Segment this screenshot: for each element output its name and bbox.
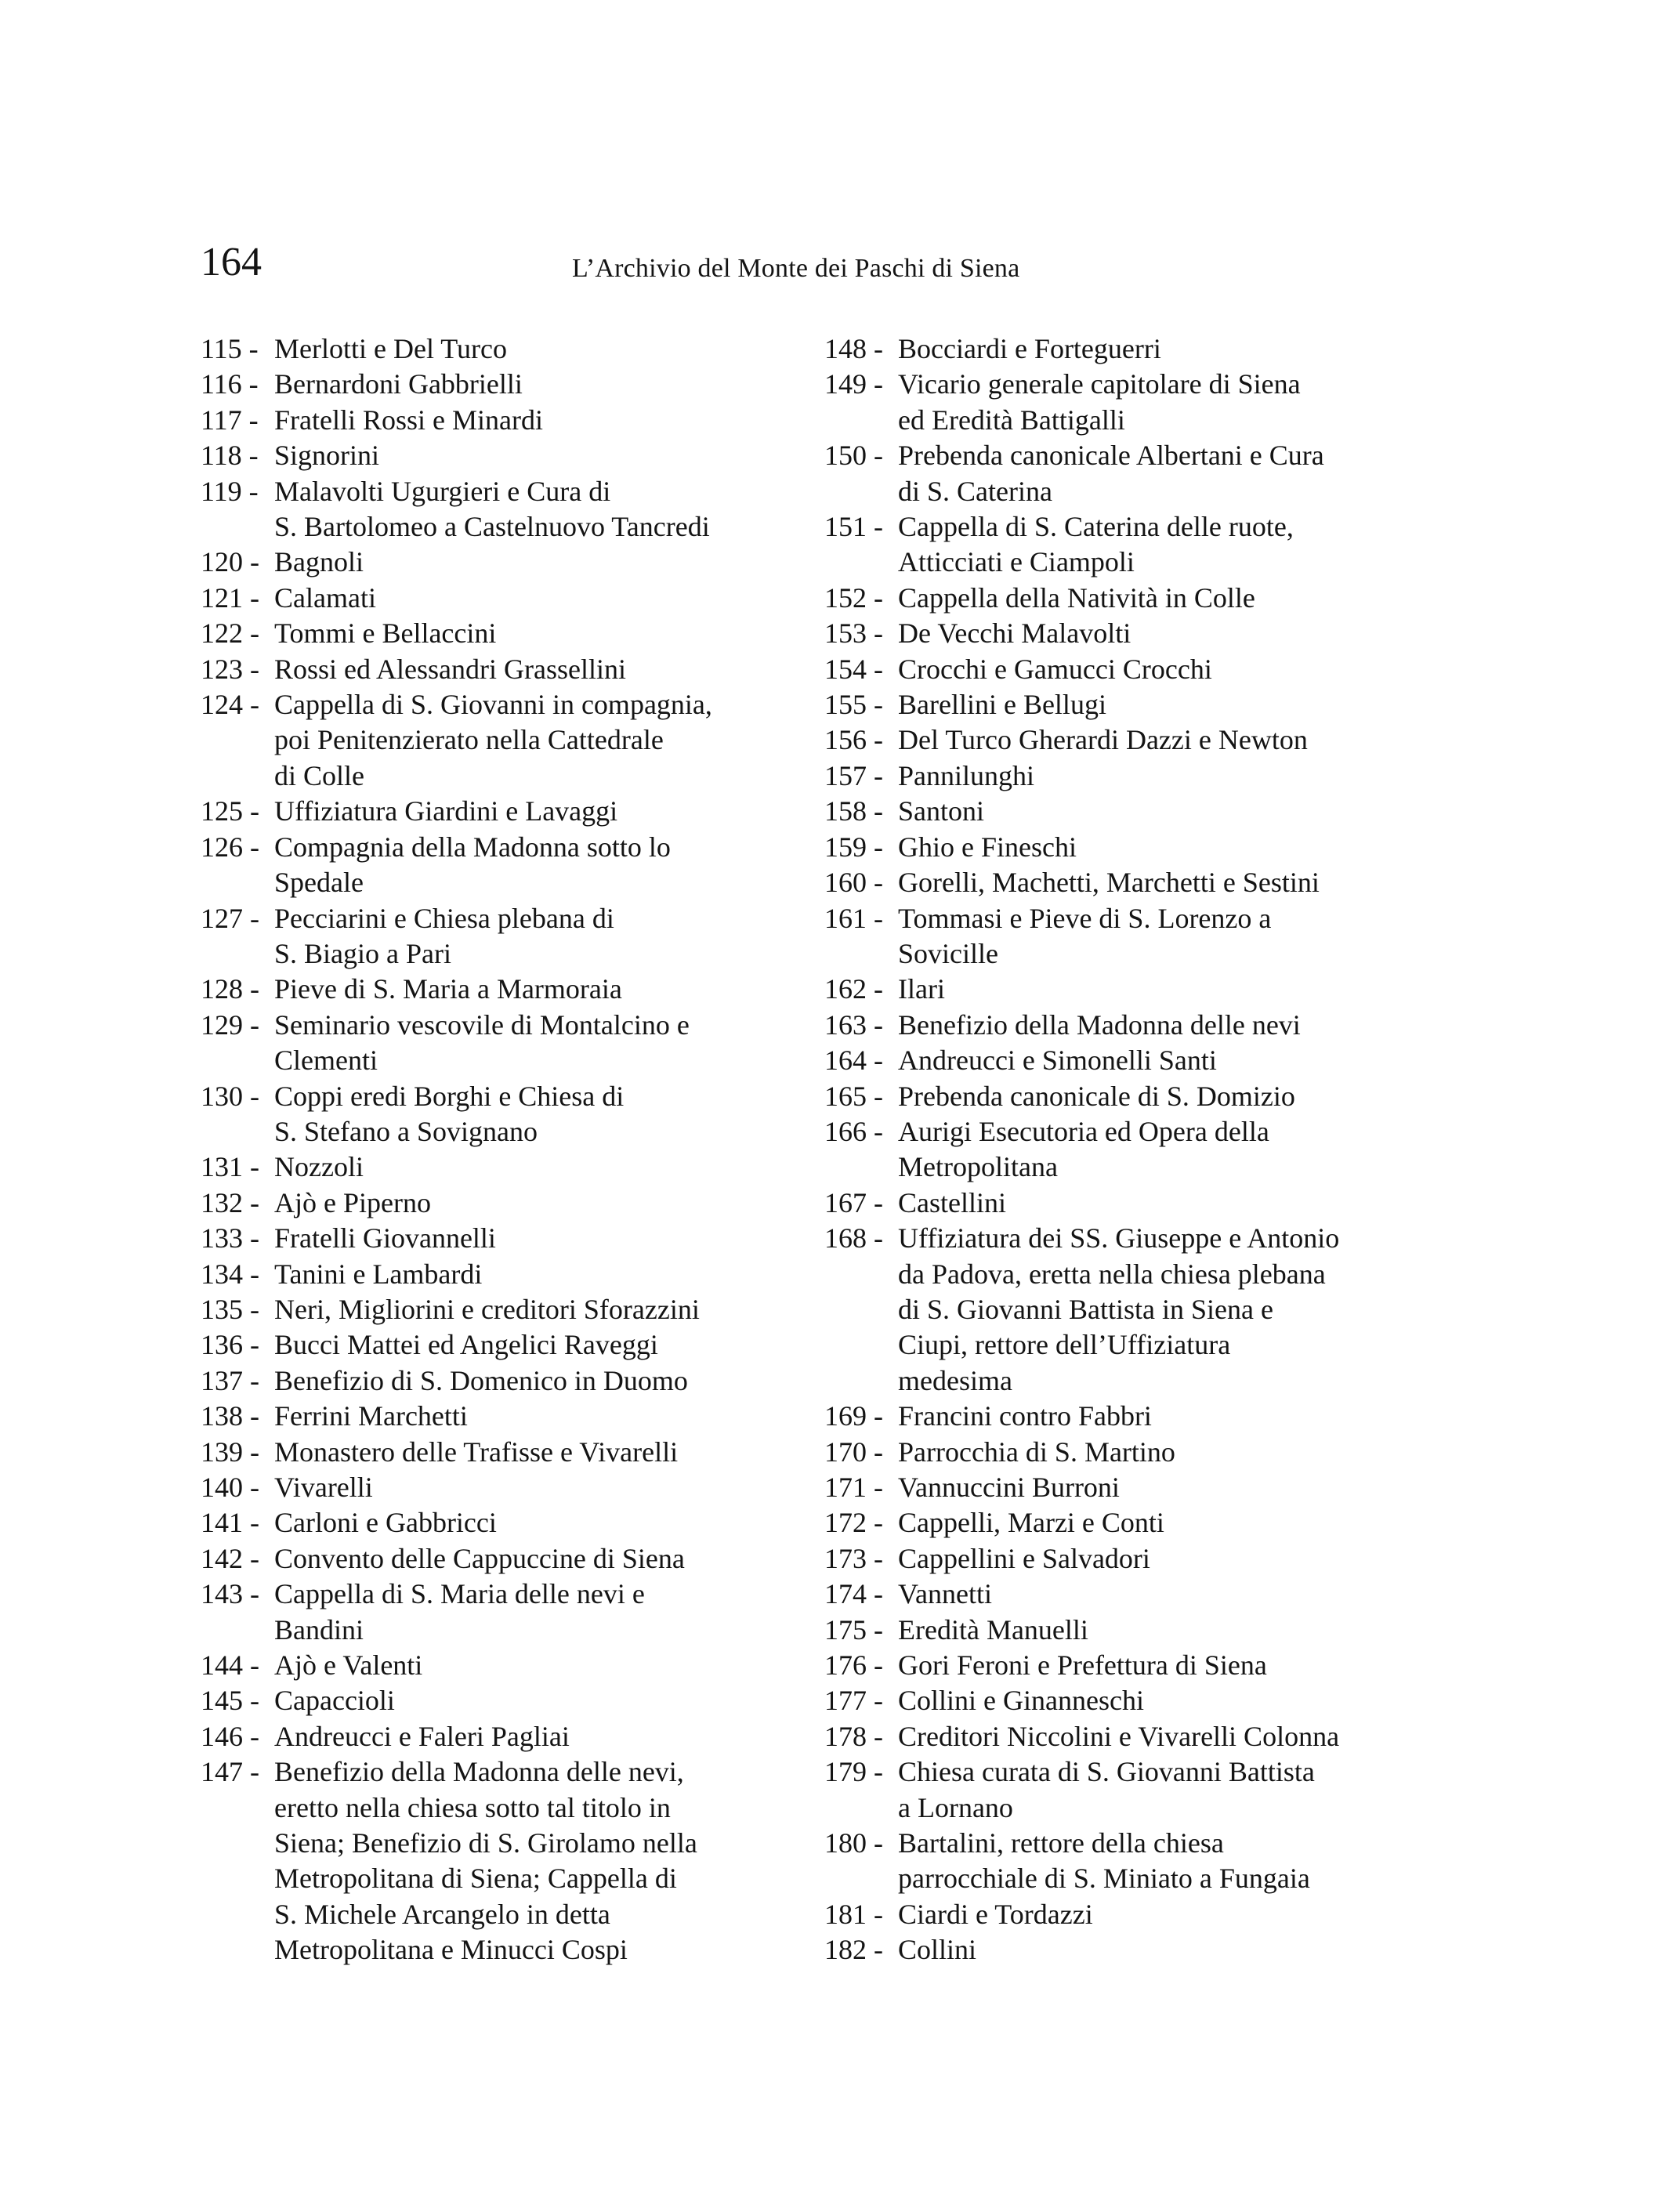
entry-number: 121 - [201,581,259,614]
entry-number: 141 - [201,1507,259,1539]
list-item [201,1149,788,1185]
entry-number: 133 - [201,1222,259,1254]
entry-number: 179 - [824,1756,883,1788]
entry-text: Collini [898,1934,977,1966]
entry-text: Aurigi Esecutoria ed Opera della Metropolitana [898,1115,1269,1183]
entry-text: Capaccioli [274,1685,395,1717]
entry-text: Cappellini e Salvadori [898,1542,1150,1574]
entry-number: 119 - [201,475,259,507]
right-column [824,331,1443,1968]
entry-text: Tommi e Bellaccini [274,617,497,650]
entry-text: Creditori Niccolini e Vivarelli Colonna [898,1720,1340,1752]
entry-number: 124 - [201,689,259,721]
entry-text: Malavolti Ugurgieri e Cura di S. Bartolomeo a Castelnuovo Tancredi [274,475,710,543]
list-item [824,1613,1443,1648]
list-item [824,581,1443,616]
entry-text: Del Turco Gherardi Dazzi e Newton [898,724,1308,756]
list-item [824,509,1443,581]
entry-text: Uffiziatura dei SS. Giuseppe e Antonio da Padova, eretta nella chiesa plebana di S. Giovanni Battista in Siena e Ciupi, rettore dell’Uffiziatura medesima [898,1222,1340,1396]
entry-text: Pieve di S. Maria a Marmoraia [274,973,622,1005]
entry-text: Tommasi e Pieve di S. Lorenzo a Sovicille [898,902,1272,969]
list-item [201,1648,788,1683]
list-item [201,1683,788,1718]
entry-text: Crocchi e Gamucci Crocchi [898,653,1212,685]
list-item [824,1683,1443,1718]
list-item [824,1008,1443,1043]
list-item [824,901,1443,972]
entry-number: 116 - [201,368,259,400]
list-item [201,972,788,1007]
entry-number: 161 - [824,902,883,934]
list-item [824,1648,1443,1683]
list-item [824,865,1443,900]
list-item [201,1577,788,1648]
entry-text: Santoni [898,795,985,827]
entry-number: 130 - [201,1080,259,1112]
entry-text: Ilari [898,973,945,1005]
entry-text: Benefizio di S. Domenico in Duomo [274,1364,688,1396]
entry-number: 165 - [824,1080,883,1112]
list-item [824,1114,1443,1186]
list-item [824,1541,1443,1577]
entry-number: 144 - [201,1649,259,1682]
entry-text: Bucci Mattei ed Angelici Raveggi [274,1329,658,1361]
list-item [824,722,1443,758]
entry-text: Andreucci e Faleri Pagliai [274,1720,570,1752]
entry-text: Tanini e Lambardi [274,1258,483,1290]
entry-text: Ajò e Piperno [274,1186,431,1218]
entry-text: Pannilunghi [898,759,1035,791]
entry-number: 177 - [824,1685,883,1717]
list-item [824,1186,1443,1221]
list-item [824,1470,1443,1505]
entry-text: Ciardi e Tordazzi [898,1898,1093,1930]
list-item [201,1079,788,1150]
running-title: L’Archivio del Monte dei Paschi di Siena [572,254,1020,283]
list-item [824,1435,1443,1470]
entry-number: 140 - [201,1472,259,1503]
list-item [201,901,788,972]
list-item [201,1221,788,1256]
list-item [201,1719,788,1754]
entry-text: Vannuccini Burroni [898,1472,1120,1503]
entry-text: De Vecchi Malavolti [898,617,1131,650]
entry-text: Prebenda canonicale Albertani e Cura di S. Caterina [898,440,1324,507]
entry-text: Francini contro Fabbri [898,1400,1152,1432]
entry-text: Merlotti e Del Turco [274,333,507,364]
entry-text: Ghio e Fineschi [898,831,1077,863]
entry-number: 151 - [824,511,883,543]
entry-text: Bartalini, rettore della chiesa parrocchiale di S. Miniato a Fungaia [898,1827,1310,1895]
entry-text: Signorini [274,440,380,472]
entry-number: 182 - [824,1934,883,1966]
list-item [824,331,1443,367]
list-item [824,1719,1443,1754]
entry-text: Andreucci e Simonelli Santi [898,1045,1217,1077]
entry-number: 163 - [824,1008,883,1041]
list-item [824,1399,1443,1434]
list-item [201,1435,788,1470]
entry-text: Pecciarini e Chiesa plebana di S. Biagio a Pari [274,902,614,969]
entry-text: Barellini e Bellugi [898,689,1106,721]
entry-number: 142 - [201,1542,259,1574]
entry-number: 153 - [824,617,883,650]
entry-text: Fratelli Rossi e Minardi [274,404,543,436]
list-item [201,1754,788,1968]
list-item [824,1897,1443,1932]
list-item [201,1186,788,1221]
entry-text: Monastero delle Trafisse e Vivarelli [274,1436,679,1468]
list-item [201,1008,788,1079]
list-item [201,616,788,651]
list-item [824,1754,1443,1826]
entry-number: 137 - [201,1364,259,1396]
entry-number: 181 - [824,1898,883,1930]
entry-number: 168 - [824,1222,883,1254]
list-item [201,581,788,616]
entry-number: 136 - [201,1329,259,1361]
entry-text: Vannetti [898,1578,992,1610]
entry-number: 169 - [824,1400,883,1432]
list-item [201,1470,788,1505]
entry-number: 128 - [201,973,259,1005]
list-item [824,1043,1443,1078]
entry-number: 164 - [824,1045,883,1077]
list-item [824,794,1443,829]
entry-number: 157 - [824,759,883,791]
entry-text: Calamati [274,581,376,614]
entry-number: 123 - [201,653,259,685]
list-item [201,1292,788,1327]
entry-number: 149 - [824,368,883,400]
entry-text: Cappella di S. Caterina delle ruote, Atticciati e Ciampoli [898,511,1294,578]
entry-text: Compagnia della Madonna sotto lo Spedale [274,831,671,899]
left-column [201,331,788,1968]
list-item [824,367,1443,438]
entry-number: 145 - [201,1685,259,1717]
list-item [201,474,788,545]
entry-text: Seminario vescovile di Montalcino e Clementi [274,1008,690,1077]
list-item [201,367,788,402]
entry-text: Ferrini Marchetti [274,1400,468,1432]
entry-text: Vivarelli [274,1472,373,1503]
entry-text: Carloni e Gabbricci [274,1507,497,1539]
entry-text: Cappella di S. Giovanni in compagnia, poi Penitenzierato nella Cattedrale di Colle [274,689,712,791]
list-item [201,830,788,901]
entry-text: Convento delle Cappuccine di Siena [274,1542,685,1574]
list-item [824,1505,1443,1541]
entry-text: Gorelli, Machetti, Marchetti e Sestini [898,867,1320,899]
entry-number: 174 - [824,1578,883,1610]
entry-text: Nozzoli [274,1151,364,1183]
entry-text: Bernardoni Gabbrielli [274,368,523,400]
list-item [824,1577,1443,1612]
entry-number: 117 - [201,404,259,436]
entry-number: 134 - [201,1258,259,1290]
list-item [201,1399,788,1434]
list-item [201,794,788,829]
list-item [824,1826,1443,1897]
entry-number: 148 - [824,333,883,364]
entry-text: Chiesa curata di S. Giovanni Battista a Lornano [898,1756,1315,1823]
entry-number: 150 - [824,440,883,472]
entry-number: 175 - [824,1613,883,1646]
list-item [824,438,1443,509]
entry-number: 146 - [201,1720,259,1752]
entry-number: 172 - [824,1507,883,1539]
entry-text: Fratelli Giovannelli [274,1222,496,1254]
entry-text: Coppi eredi Borghi e Chiesa di S. Stefano a Sovignano [274,1080,625,1147]
list-item [824,616,1443,651]
entry-number: 132 - [201,1186,259,1218]
entry-number: 138 - [201,1400,259,1432]
entry-number: 154 - [824,653,883,685]
entry-text: Bocciardi e Forteguerri [898,333,1161,364]
entry-text: Gori Feroni e Prefettura di Siena [898,1649,1267,1682]
entry-number: 178 - [824,1720,883,1752]
entry-text: Cappella della Natività in Colle [898,581,1255,614]
entry-text: Bagnoli [274,546,364,578]
entry-text: Ajò e Valenti [274,1649,423,1682]
entry-text: Eredità Manuelli [898,1613,1088,1646]
entry-number: 171 - [824,1472,883,1503]
entry-number: 120 - [201,546,259,578]
list-item [824,830,1443,865]
list-item [201,1327,788,1363]
entry-number: 147 - [201,1756,259,1788]
entry-number: 162 - [824,973,883,1005]
list-item [201,1541,788,1577]
list-item [201,331,788,367]
entry-text: Neri, Migliorini e creditori Sforazzini [274,1293,700,1325]
entry-number: 156 - [824,724,883,756]
entry-number: 155 - [824,689,883,721]
entry-number: 129 - [201,1008,259,1041]
entry-text: Prebenda canonicale di S. Domizio [898,1080,1295,1112]
list-item [824,652,1443,687]
entry-number: 143 - [201,1578,259,1610]
list-item [824,1221,1443,1399]
list-item [201,1363,788,1399]
entry-number: 115 - [201,333,259,364]
entry-number: 152 - [824,581,883,614]
list-item [201,652,788,687]
list-item [201,1257,788,1292]
entry-number: 180 - [824,1827,883,1859]
page-number: 164 [201,240,262,284]
list-item [201,545,788,580]
entry-text: Rossi ed Alessandri Grassellini [274,653,626,685]
entry-text: Uffiziatura Giardini e Lavaggi [274,795,618,827]
entry-number: 176 - [824,1649,883,1682]
list-item [824,972,1443,1007]
list-item [824,1932,1443,1968]
entry-text: Castellini [898,1186,1006,1218]
entry-text: Vicario generale capitolare di Siena ed Eredità Battigalli [898,368,1301,436]
entry-text: Cappella di S. Maria delle nevi e Bandini [274,1578,645,1646]
entry-text: Parrocchia di S. Martino [898,1436,1175,1468]
list-item [824,758,1443,794]
entry-text: Benefizio della Madonna delle nevi, eretto nella chiesa sotto tal titolo in Siena; Benefizio di S. Girolamo nella Metropolitana di Siena; Cappella di S. Michele Arcangelo in detta Metropolitana e Minucci Cospi [274,1756,697,1966]
list-item [824,1079,1443,1114]
entry-text: Cappelli, Marzi e Conti [898,1507,1164,1539]
list-item [201,1505,788,1541]
entry-number: 173 - [824,1542,883,1574]
list-item [201,438,788,473]
entry-text: Collini e Ginanneschi [898,1685,1144,1717]
entry-number: 167 - [824,1186,883,1218]
entry-number: 125 - [201,795,259,827]
entry-number: 118 - [201,440,259,472]
entry-number: 139 - [201,1436,259,1468]
entry-number: 160 - [824,867,883,899]
entry-number: 166 - [824,1115,883,1147]
list-item [201,403,788,438]
entry-text: Benefizio della Madonna delle nevi [898,1008,1301,1041]
entry-number: 126 - [201,831,259,863]
list-item [201,687,788,794]
entry-number: 159 - [824,831,883,863]
entry-number: 170 - [824,1436,883,1468]
entry-number: 158 - [824,795,883,827]
entry-number: 127 - [201,902,259,934]
entry-number: 131 - [201,1151,259,1183]
entry-number: 122 - [201,617,259,650]
list-item [824,687,1443,722]
entry-number: 135 - [201,1293,259,1325]
